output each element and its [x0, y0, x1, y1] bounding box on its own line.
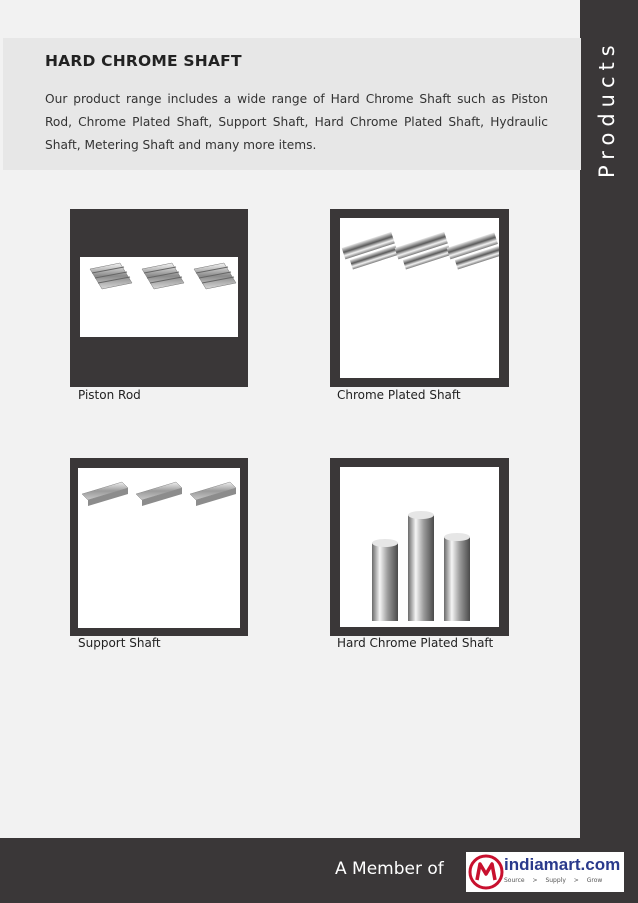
sidebar-label [595, 148, 638, 178]
piston-rod-bundle-icon [80, 257, 238, 337]
product-name-piston-rod[interactable]: Piston Rod [78, 388, 141, 402]
product-card-piston-rod[interactable] [70, 209, 248, 387]
indiamart-wordmark: indiamart.com [504, 855, 621, 874]
member-of-text: A Member of [335, 859, 444, 879]
chrome-rods-icon [340, 467, 499, 627]
product-card-support-shaft[interactable] [70, 458, 248, 636]
product-name-support-shaft[interactable]: Support Shaft [78, 636, 161, 650]
hard-chrome-plated-shaft-image [340, 467, 499, 627]
indiamart-m-icon [468, 854, 504, 890]
product-name-chrome-plated-shaft[interactable]: Chrome Plated Shaft [337, 388, 461, 402]
intro-description: Our product range includes a wide range of Hard Chrome Shaft such as Piston Rod, Chrome Plated Shaft, Support Shaft, Hard Chrome Plated Shaft, Hydraulic Shaft, Metering Shaft and many more items. [45, 92, 548, 152]
intro-panel [3, 38, 581, 170]
indiamart-tagline: Source > Supply > Grow [504, 877, 603, 884]
support-rail-icon [78, 468, 240, 508]
support-shaft-image [78, 468, 240, 628]
product-name-hard-chrome-plated-shaft[interactable]: Hard Chrome Plated Shaft [337, 636, 494, 650]
product-card-chrome-plated-shaft[interactable] [330, 209, 509, 387]
piston-rod-image [80, 257, 238, 337]
page-title: HARD CHROME SHAFT [45, 52, 242, 70]
chrome-tube-icon [340, 218, 499, 278]
product-card-hard-chrome-plated-shaft[interactable] [330, 458, 509, 636]
chrome-plated-shaft-image [340, 218, 499, 378]
